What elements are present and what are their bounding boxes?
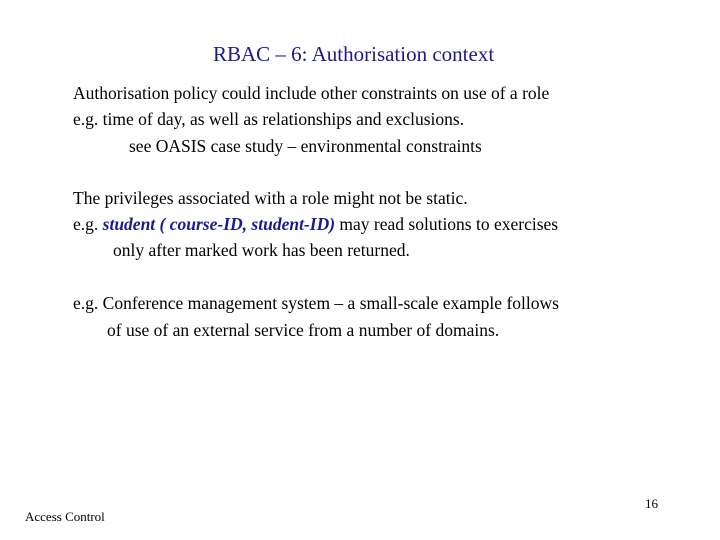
text-line-indented: only after marked work has been returned. xyxy=(113,240,410,260)
example-suffix: may read solutions to exercises xyxy=(335,214,559,234)
footer-label: Access Control xyxy=(25,509,105,524)
role-expression: student ( course-ID, student-ID) xyxy=(102,214,336,234)
text-line: The privileges associated with a role might not be static. xyxy=(73,188,468,208)
page-number: 16 xyxy=(645,496,658,511)
slide-title: RBAC – 6: Authorisation context xyxy=(213,42,495,66)
text-line: e.g. time of day, as well as relationships and exclusions. xyxy=(73,109,465,129)
text-line xyxy=(73,216,558,234)
text-line: e.g. Conference management system – a small-scale example follows xyxy=(73,293,559,313)
text-line-indented: see OASIS case study – environmental constraints xyxy=(129,136,482,156)
text-line-indented: of use of an external service from a number of domains. xyxy=(107,320,500,340)
text-line: Authorisation policy could include other constraints on use of a role xyxy=(73,83,550,103)
example-prefix: e.g. xyxy=(73,214,103,234)
